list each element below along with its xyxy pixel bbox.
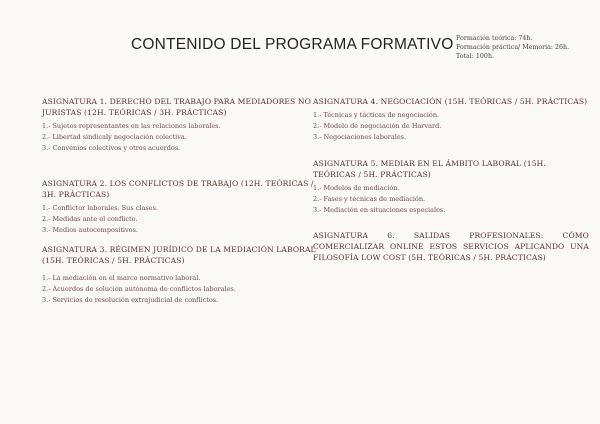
hours-total: Total: 100h.: [456, 53, 494, 60]
left-column: [42, 96, 318, 306]
hours-summary: [456, 34, 569, 61]
list-item: 3.- Convenios colectivos y otros acuerdos.: [42, 144, 181, 152]
right-column: [313, 96, 589, 263]
list-item: 1.- Modelos de mediación.: [313, 184, 400, 192]
hours-practice: Formación práctica/ Memoria: 26h.: [456, 44, 570, 51]
subject-5-title: ASIGNATURA 5. MEDIAR EN EL ÁMBITO LABORAL (15H. TEÓRICAS / 5H. PRÁCTICAS): [313, 159, 546, 179]
list-item: 1.- Conflictor laborales. Sus clases.: [42, 204, 158, 212]
list-item: 2.- Libertad sindicaly negociación colectiva.: [42, 133, 187, 141]
subject-3-list: [42, 273, 318, 306]
list-item: 3.- Servicios de resolución extrajudicial de conflictos.: [42, 296, 219, 304]
subject-6-title: ASIGNATURA 6. SALIDAS PROFESIONALES: CÓMO COMERCIALIZAR ONLINE ESTOS SERVICIOS APLICANDO UNA FILOSOFÍA LOW COST (5H. TEÓRICAS / 5H. PRÁCTICAS): [313, 231, 589, 262]
subject-1-title: ASIGNATURA 1. DERECHO DEL TRABAJO PARA MEDIADORES NO JURISTAS (12H. TEÓRICAS / 3H. PRÁCTICAS): [42, 97, 311, 117]
list-item: 1.- La mediación en el marco normativo laboral.: [42, 274, 201, 282]
list-item: 2.- Acuerdos de solución autónoma de conflictos laborales.: [42, 285, 236, 293]
subject-4: [313, 96, 589, 158]
subject-2-title: ASIGNATURA 2. LOS CONFLICTOS DE TRABAJO (12H. TEÓRICAS / 3H. PRÁCTICAS): [42, 179, 314, 199]
subject-2-list: [42, 203, 318, 236]
hours-theory: Formación teórica: 74h.: [456, 35, 533, 42]
subject-4-title: ASIGNATURA 4. NEGOCIACIÓN (15H. TEÓRICAS / 5H. PRÁCTICAS): [313, 97, 588, 106]
list-item: 1.- Técnicas y tácticas de negociación.: [313, 111, 440, 119]
subject-2: [42, 178, 318, 244]
list-item: 3.- Medios autocompositivos.: [42, 226, 138, 234]
list-item: 3.- Negociaciones laborales.: [313, 133, 407, 141]
list-item: 2.- Medidas ante el conflicto.: [42, 215, 138, 223]
list-item: 3.- Mediación en situaciones especiales.: [313, 206, 446, 214]
subject-5: [313, 158, 589, 230]
subject-4-list: [313, 110, 589, 143]
list-item: 2.- Modelo de negociación de Harvard.: [313, 122, 442, 130]
subject-1-list: [42, 121, 318, 154]
subject-6: [313, 230, 589, 263]
page-title: CONTENIDO DEL PROGRAMA FORMATIVO: [131, 36, 454, 53]
subject-5-list: [313, 183, 589, 216]
subject-1: [42, 96, 318, 178]
list-item: 1.- Sujetos representantes en las relaciones laborales.: [42, 122, 221, 130]
subject-3-title: ASIGNATURA 3. RÉGIMEN JURÍDICO DE LA MEDIACIÓN LABORAL (15H. TEÓRICAS / 5H. PRÁCTICAS): [42, 245, 316, 265]
list-item: 2.- Fases y técnicas de mediación.: [313, 195, 426, 203]
subject-3: [42, 244, 318, 306]
